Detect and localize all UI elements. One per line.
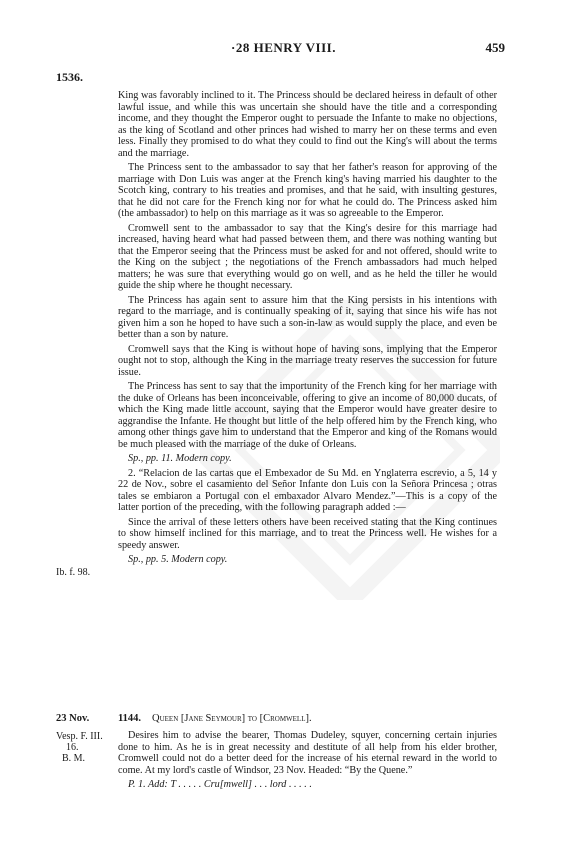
entry-title: Queen [Jane Seymour] to [Cromwell]. xyxy=(152,713,312,724)
entry-text-block xyxy=(118,730,497,794)
paragraph-4: The Princess has again sent to assure him that the King persists in his intentions with regard to the marriage, and is continually speaking of it, saying that since his wife has not given him a son he hoped to have such a son-in-law as would supply the place, and even be better than a son by nature. xyxy=(118,294,497,340)
running-head-title: ·28 HENRY VIII. xyxy=(231,40,336,55)
paragraph-1: King was favorably inclined to it. The Princess should be declared heiress in default of other lawful issue, and while this was uncertain she should have the title and a corresponding income, and they thought the Emperor ought to persuade the Infante to make no objections, as the king of Scotland and other princes had wished to marry her on these terms and even less. Finally they promised to do what they could to find out the King's will about the terms and the marriage. xyxy=(118,90,497,159)
entry-ref-line2: 16. xyxy=(66,742,79,753)
source-note-2: Sp., pp. 5. Modern copy. xyxy=(128,554,228,565)
paragraph-5: Cromwell says that the King is without hope of having sons, implying that the Emperor ought not to stop, although the King in the marriage treaty reserves the succession for future issue. xyxy=(118,343,497,378)
main-text-block xyxy=(118,90,497,569)
margin-ref-ib: Ib. f. 98. xyxy=(56,567,91,578)
entry-ref-line1: Vesp. F. III. xyxy=(56,731,103,742)
entry-number: 1144. xyxy=(118,713,142,724)
paragraph-3: Cromwell sent to the ambassador to say that the King's desire for this marriage had increased, having heard what had passed between them, and there was nothing wanting but that the Emperor seeing that the Princess must be asked for and not offered, should write to the King on the subject ; the negotiations of the French ambassadors had much helped matters; he was sure that everything would go on well, and as he held the tiller he would guide the ship where he thought necessary. xyxy=(118,222,497,291)
item-2-added-paragraph: Since the arrival of these letters others have been received stating that the King continues to show himself inclined for this marriage, and to treat the Princess well. He wishes for a speedy answer. xyxy=(118,516,497,551)
paragraph-2: The Princess sent to the ambassador to say that her father's reason for approving of the marriage with Don Luis was anger at the French king's having married his daughter to the Scotch king, contrary to his treaties and promises, and that he said, with insulting gestures, that he did not care for the French king nor for what he could do. The Princess asked him (the ambassador) to help on this marriage as it was so agreeable to the Emperor. xyxy=(118,162,497,219)
entry-date: 23 Nov. xyxy=(56,713,90,724)
margin-year: 1536. xyxy=(56,70,83,84)
entry-1144-footer: P. 1. Add: T . . . . . Cru[mwell] . . . lord . . . . . xyxy=(128,779,312,790)
source-note-1: Sp., pp. 11. Modern copy. xyxy=(128,453,232,464)
item-2-paragraph: 2. “Relacion de las cartas que el Embexador de Su Md. en Ynglaterra escrevio, a 5, 14 y 22 de Nov., sobre el casamiento del Señor Infante don Luis con la Señora Princesa ; otras tales se embiaron a Portugal con el embaxador Alvaro Mendez.”—This is a copy of the latter portion of the preceding, with the following paragraph added :— xyxy=(118,467,497,513)
paragraph-6: The Princess has sent to say that the importunity of the French king for her marriage with the duke of Orleans has been inconceivable, offering to give an income of 80,000 ducats, of which the King made little account, saying that the Emperor would have greater desire to aggrandise the Infante. He thought but little of the help offered him by the French king, who among other things gave him to understand that the Emperor and king of the Romans would be much pleased with the marriage of the duke of Orleans. xyxy=(118,381,497,450)
page-number: 459 xyxy=(485,40,505,55)
entry-1144-text: Desires him to advise the bearer, Thomas Dudeley, squyer, concerning certain injuries done to him. As he is in great necessity and destitute of all help from his elder brother, Cromwell could not do a better deed for the increase of his eternal reward in the world to come. At my lord's castle of Windsor, 23 Nov. Headed: “By the Quene.” xyxy=(118,730,497,776)
entry-ref-line3: B. M. xyxy=(62,753,86,764)
